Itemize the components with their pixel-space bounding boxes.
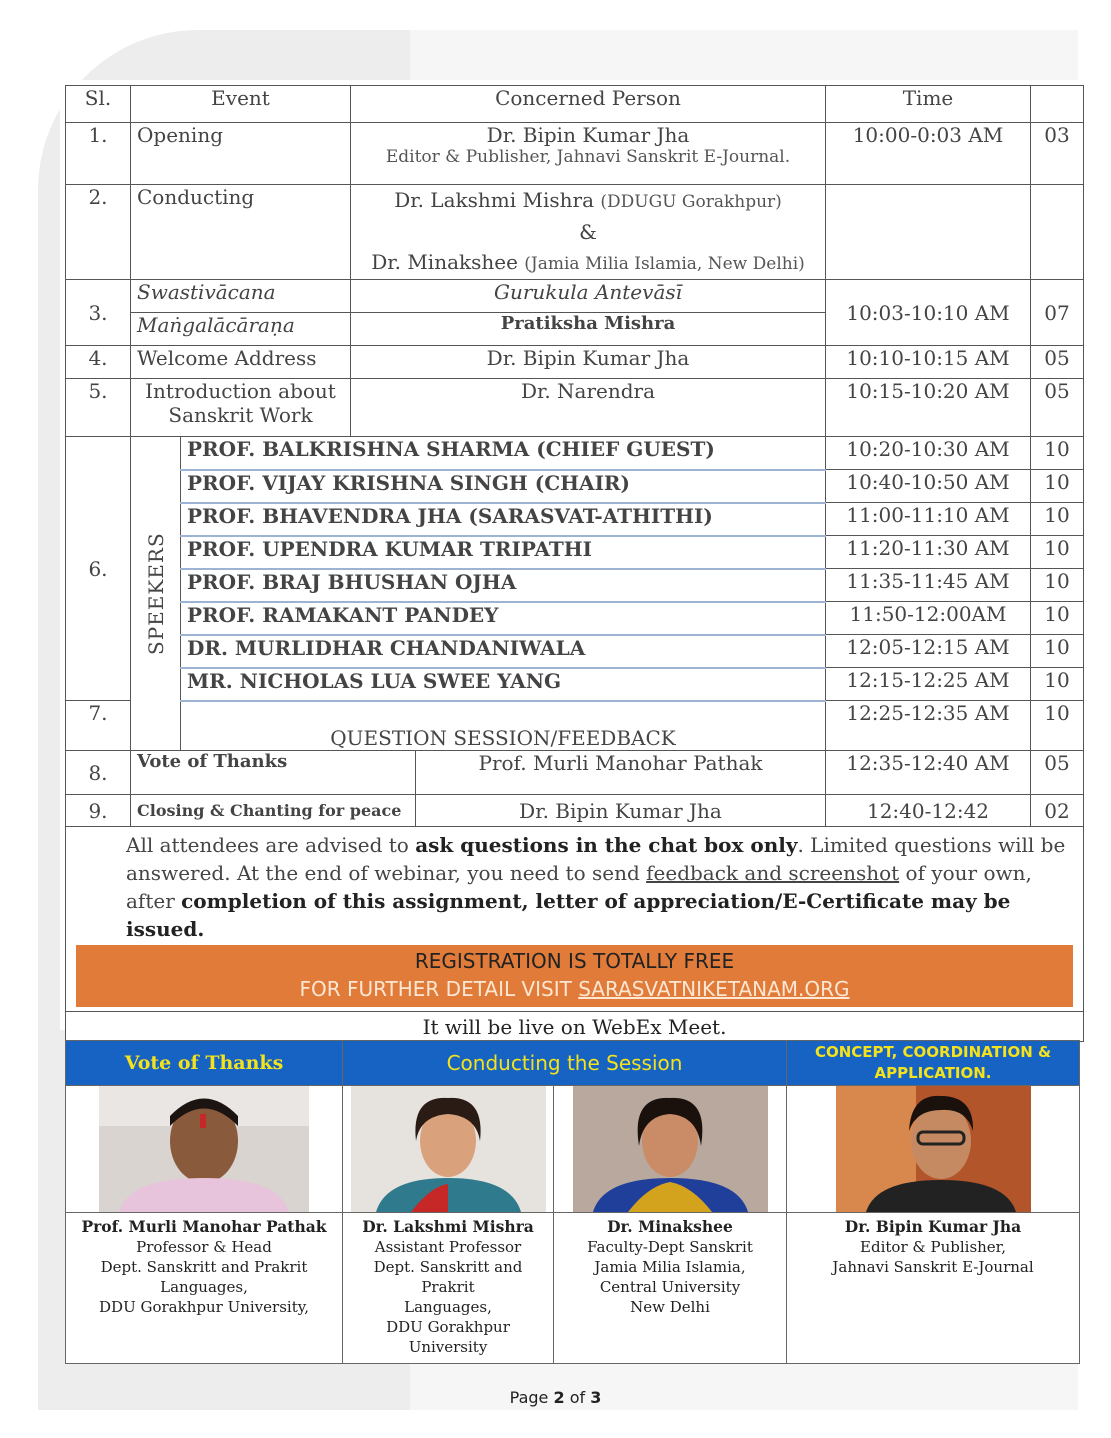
caption-name: Dr. Lakshmi Mishra [362, 1217, 534, 1236]
row-number: 4. [66, 346, 131, 379]
website-link[interactable]: SARASVATNIKETANAM.ORG [578, 977, 850, 1001]
speaker-row [66, 470, 1084, 503]
portrait-photo [836, 1086, 1031, 1212]
event-cell: Welcome Address [131, 346, 351, 379]
person-affiliation: (DDUGU Gorakhpur) [600, 192, 782, 212]
time-cell: 12:05-12:15 AM [826, 635, 1031, 668]
person-cell: Pratiksha Mishra [351, 313, 826, 346]
minutes-cell: 03 [1031, 123, 1084, 185]
photo-cell [554, 1086, 787, 1213]
header-time: Time [826, 86, 1031, 123]
ampersand: & [579, 220, 597, 244]
time-cell: 12:15-12:25 AM [826, 668, 1031, 701]
header-event: Event [131, 86, 351, 123]
minutes-cell: 10 [1031, 569, 1084, 602]
row-number: 9. [66, 795, 131, 827]
event-cell: Opening [131, 123, 351, 185]
caption-name: Dr. Minakshee [607, 1217, 733, 1236]
minutes-cell: 10 [1031, 437, 1084, 470]
table-row [66, 795, 1084, 827]
minutes-cell: 02 [1031, 795, 1084, 827]
concept-header: CONCEPT, COORDINATION & APPLICATION. [787, 1041, 1080, 1086]
time-cell: 10:10-10:15 AM [826, 346, 1031, 379]
row-number: 6. [66, 437, 131, 701]
table-row [66, 379, 1084, 437]
minutes-cell: 07 [1031, 280, 1084, 346]
caption-line: New Delhi [630, 1298, 710, 1316]
footer-text: Page [509, 1388, 554, 1407]
speaker-row [66, 635, 1084, 668]
table-header [66, 86, 1084, 123]
table-row [66, 701, 1084, 751]
table-row [66, 346, 1084, 379]
caption-line: Faculty-Dept Sanskrit [587, 1238, 753, 1256]
time-cell: 10:40-10:50 AM [826, 470, 1031, 503]
minutes-cell: 10 [1031, 668, 1084, 701]
row-number: 3. [66, 280, 131, 346]
speakers-label: SPEEKERS [131, 437, 181, 751]
conducting-header: Conducting the Session [343, 1041, 787, 1086]
speaker-row [66, 602, 1084, 635]
event-cell: Conducting [131, 185, 351, 280]
caption-line: DDU Gorakhpur University, [99, 1298, 309, 1316]
person-cell: Dr. Bipin Kumar Jha [351, 346, 826, 379]
person-caption [554, 1213, 787, 1364]
person-affiliation: (Jamia Milia Islamia, New Delhi) [524, 254, 805, 274]
caption-line: DDU Gorakhpur University [386, 1318, 510, 1356]
registration-visit [76, 975, 1073, 1003]
caption-line: Editor & Publisher, [860, 1238, 1006, 1256]
minutes-cell: 10 [1031, 701, 1084, 751]
attendee-note [66, 827, 1084, 1012]
speaker-name: MR. NICHOLAS LUA SWEE YANG [181, 668, 826, 701]
portrait-photo [573, 1086, 768, 1212]
header-mins [1031, 86, 1084, 123]
speaker-row [66, 536, 1084, 569]
registration-banner [76, 945, 1073, 1007]
minutes-cell: 05 [1031, 346, 1084, 379]
row-number: 2. [66, 185, 131, 280]
live-row [66, 1012, 1084, 1042]
vote-of-thanks-header: Vote of Thanks [66, 1041, 343, 1086]
photo-cell [66, 1086, 343, 1213]
event-cell [131, 379, 351, 437]
speaker-row [66, 668, 1084, 701]
registration-free: REGISTRATION IS TOTALLY FREE [414, 949, 735, 973]
event-cell: Swastivācana [131, 280, 351, 313]
event-line: Sanskrit Work [168, 403, 313, 427]
photo-cell [787, 1086, 1080, 1213]
person-subtitle: Editor & Publisher, Jahnavi Sanskrit E-Journal. [385, 147, 791, 167]
portrait-photo [99, 1086, 309, 1212]
person-name: Dr. Lakshmi Mishra [394, 188, 594, 212]
time-cell: 10:03-10:10 AM [826, 280, 1031, 346]
person-cell: Gurukula Antevāsī [351, 280, 826, 313]
speaker-row [66, 437, 1084, 470]
header-sl: Sl. [66, 86, 131, 123]
person-cell: Dr. Bipin Kumar Jha [416, 795, 826, 827]
speaker-name: DR. MURLIDHAR CHANDANIWALA [181, 635, 826, 668]
minutes-cell: 10 [1031, 536, 1084, 569]
note-text: All attendees are advised to [126, 833, 416, 857]
schedule-table [65, 85, 1084, 1042]
time-cell: 10:00-0:03 AM [826, 123, 1031, 185]
page-footer [0, 1388, 1111, 1407]
current-page: 2 [553, 1388, 565, 1407]
photo-cell [343, 1086, 554, 1213]
speaker-row [66, 569, 1084, 602]
caption-name: Prof. Murli Manohar Pathak [81, 1217, 327, 1236]
minutes-cell: 10 [1031, 602, 1084, 635]
minutes-cell: 05 [1031, 751, 1084, 795]
speaker-name: PROF. BHAVENDRA JHA (SARASVAT-ATHITHI) [181, 503, 826, 536]
caption-line: Central University [599, 1278, 741, 1296]
row-number: 8. [66, 751, 131, 795]
time-cell: 11:35-11:45 AM [826, 569, 1031, 602]
minutes-cell: 05 [1031, 379, 1084, 437]
visit-text: FOR FURTHER DETAIL VISIT [299, 977, 579, 1001]
event-cell: QUESTION SESSION/FEEDBACK [181, 701, 826, 751]
speaker-name: PROF. BRAJ BHUSHAN OJHA [181, 569, 826, 602]
person-caption [343, 1213, 554, 1364]
portrait-photo [351, 1086, 546, 1212]
minutes-cell: 10 [1031, 635, 1084, 668]
time-cell: 12:25-12:35 AM [826, 701, 1031, 751]
person-name: Dr. Bipin Kumar Jha [486, 123, 690, 147]
table-row [66, 185, 1084, 280]
note-emphasis: ask questions in the chat box only [415, 833, 798, 857]
caption-line: Jahnavi Sanskrit E-Journal [832, 1258, 1034, 1276]
note-text: . Limited questions will be answered. At the end of webinar, you need to send [126, 833, 1066, 885]
event-line: Introduction about [145, 379, 336, 403]
minutes-cell [1031, 185, 1084, 280]
time-cell [826, 185, 1031, 280]
speaker-name: PROF. RAMAKANT PANDEY [181, 602, 826, 635]
time-cell: 12:40-12:42 [826, 795, 1031, 827]
people-table [65, 1040, 1080, 1364]
person-cell: Prof. Murli Manohar Pathak [416, 751, 826, 795]
caption-line: Assistant Professor [374, 1238, 522, 1256]
caption-line: Dept. Sanskritt and Prakrit Languages, [100, 1258, 308, 1296]
minutes-cell: 10 [1031, 503, 1084, 536]
caption-name: Dr. Bipin Kumar Jha [844, 1217, 1022, 1236]
caption-line: Professor & Head [136, 1238, 272, 1256]
time-cell: 11:00-11:10 AM [826, 503, 1031, 536]
caption-line: Jamia Milia Islamia, [594, 1258, 746, 1276]
person-caption [787, 1213, 1080, 1364]
person-cell: Dr. Narendra [351, 379, 826, 437]
time-cell: 10:15-10:20 AM [826, 379, 1031, 437]
minutes-cell: 10 [1031, 470, 1084, 503]
speaker-name: PROF. UPENDRA KUMAR TRIPATHI [181, 536, 826, 569]
speaker-name: PROF. VIJAY KRISHNA SINGH (CHAIR) [181, 470, 826, 503]
speaker-name: PROF. BALKRISHNA SHARMA (CHIEF GUEST) [181, 437, 826, 470]
row-number: 7. [66, 701, 131, 751]
person-cell [351, 185, 826, 280]
live-notice: It will be live on WebEx Meet. [66, 1012, 1084, 1042]
note-row [66, 827, 1084, 1012]
event-cell: Closing & Chanting for peace [131, 795, 416, 827]
row-number: 5. [66, 379, 131, 437]
table-row [66, 280, 1084, 313]
note-emphasis: completion of this assignment, letter of appreciation/E-Certificate may be issued. [126, 889, 1011, 941]
time-cell: 10:20-10:30 AM [826, 437, 1031, 470]
time-cell: 12:35-12:40 AM [826, 751, 1031, 795]
table-row [66, 123, 1084, 185]
caption-line: Languages, [404, 1298, 492, 1316]
footer-text: of [564, 1388, 591, 1407]
event-cell: Maṅgalācāraṇa [131, 313, 351, 346]
speaker-row [66, 503, 1084, 536]
event-cell: Vote of Thanks [131, 751, 416, 795]
person-caption [66, 1213, 343, 1364]
header-person: Concerned Person [351, 86, 826, 123]
note-underline: feedback and screenshot [646, 861, 900, 885]
note-text: of your own, after [126, 861, 1032, 913]
time-cell: 11:20-11:30 AM [826, 536, 1031, 569]
table-row [66, 751, 1084, 795]
caption-line: Dept. Sanskritt and Prakrit [373, 1258, 523, 1296]
person-cell [351, 123, 826, 185]
row-number: 1. [66, 123, 131, 185]
person-name: Dr. Minakshee [371, 250, 518, 274]
total-pages: 3 [590, 1388, 602, 1407]
time-cell: 11:50-12:00AM [826, 602, 1031, 635]
